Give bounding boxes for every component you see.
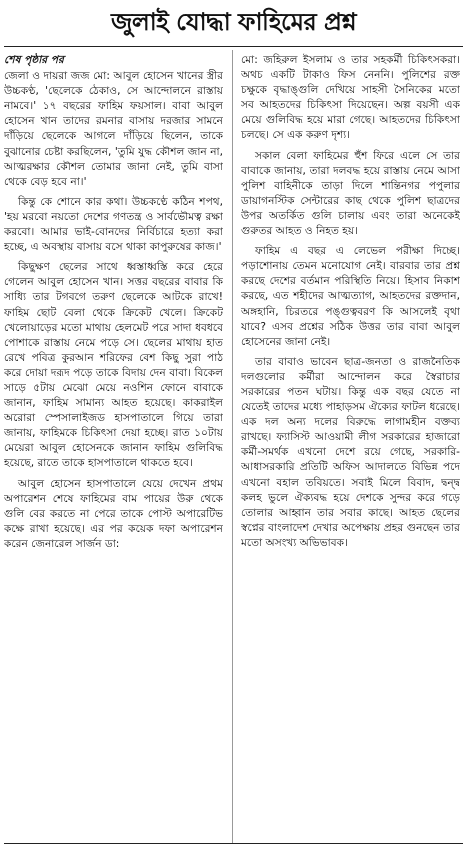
headline: জুলাই যোদ্ধা ফাহিমের প্রশ্ন [110, 8, 357, 36]
continued-label: শেষ পৃষ্ঠার পর [4, 54, 64, 66]
paragraph: কিন্তু কে শোনে কার কথা। উচ্চকণ্ঠে কঠিন শপথ, 'হয় মরবো নয়তো দেশের গণতন্ত্র ও সার্বভৌমত্ব রক্ষা করবো। আমার ভাই-বোনদের নির্বিচারে হত্যা করা হচ্ছে, এ অবস্থায় বাসায় বসে থাকা কাপুরুষের কাজ।' [4, 195, 223, 254]
article-left-column [4, 53, 223, 843]
paragraph: মো: জহিরুল ইসলাম ও তার সহকর্মী চিকিৎসকরা। অথচ একটি টাকাও ফিস নেননি। পুলিশের রক্ত চক্ষুকে বৃদ্ধাঙ্গুলি দেখিয়ে সাহসী সৈনিকের মতো সব আহতদের চিকিৎসা দিয়েছেন। অল্প বয়সী এক মেয়ে গুলিবিদ্ধ হয়ে মারা গেছে। আহতদের চিকিৎসা চলছে। সে এক করুণ দৃশ্য। [241, 54, 460, 142]
article-right-column [241, 53, 460, 843]
paragraph: জেলা ও দায়রা জজ মো: আবুল হোসেন খানের স্ত্রীর উচ্চকণ্ঠ, 'ছেলেকে ঠেকাও, সে আন্দোলনে রাস্তায় নামবে।' ১৭ বছরের ফাহিম ফয়সাল। বাবা আবুল হোসেন খান তাদের রমনার বাসায় দরজার সামনে দাঁড়িয়ে ছেলেকে আগলে দাঁড়িয়ে ছিলেন, তাকে বুঝানোর চেষ্টা করছিলেন, 'তুমি যুদ্ধ কৌশল জান না, আত্মরক্ষার কৌশল তোমার জানা নেই, তুমি বাসা থেকে বেড় হবে না।' [4, 70, 223, 188]
paragraph: সকাল বেলা ফাহিমের হুঁশ ফিরে এলে সে তার বাবাকে জানায়, তারা দলবদ্ধ হয়ে রাস্তায় নেমে আসা পুলিশ বাহিনীকে তাড়া দিলে শান্তিনগর পপুলার ডায়াগনস্টিক সেন্টারের কাছ থেকে পুলিশ ছাত্রদের উপর অতর্কিত গুলি চালায় এবং তারা অনেকেই গুরুতর আহত ও নিহত হয়। [241, 149, 460, 238]
paragraph: কিছুক্ষণ ছেলের সাথে ধ্বস্তাধ্বস্তি করে হেরে গেলেন আবুল হোসেন খান। সত্তর বছরের বাবার কি সাধ্যি তার টগবগে তরুণ ছেলেকে আটকে রাখে! ফাহিম ছোট বেলা থেকে ক্রিকেট খেলে। ক্রিকেট খেলোয়াড়ের মতো মাথায় হেলমেট পরে সাদা ধবধবে পোশাকে রাস্তায় নেমে পড়ে সে। ছেলের মাথায় হাত রেখে পবিত্র কুরআন শরিফের বেশ কিছু সুরা পাঠ করে দোয়া দরূদ পড়ে তাকে বিদায় দেন বাবা। বিকেল সাড়ে ৫টায় মেঝো মেয়ে নওশিন ফোনে বাবাকে জানান, ফাহিম সামান্য আহত হয়েছে। কাকরাইল অরোরা স্পেসালাইজড হাসপাতালে গিয়ে তারা জানায়, ফাহিমকে চিকিৎসা দেয়া হচ্ছে। রাত ১০টায় মেয়েরা আবুল হোসেনকে জানান ফাহিম গুলিবিদ্ধ হয়েছে, রাতে তাকে হাসপাতালে থাকতে হবে। [4, 261, 223, 470]
column-divider [232, 50, 233, 843]
headline-rule [4, 46, 463, 47]
paragraph: তার বাবাও ভাবেন ছাত্র-জনতা ও রাজনৈতিক দলগুলোর কর্মীরা আন্দোলন করে স্বৈরাচার সরকারের পতন ঘটায়। কিন্তু এক বছর যেতে না যেতেই তাদের মধ্যে পাহাড়সম ঐক্যের ফাটল ধরেছে। এক দল অন্য দলের বিরুদ্ধে লাগামহীন বক্তব্য রাখছে। ফ্যাসিস্ট আওয়ামী লীগ সরকারের হাজারো কর্মী-সমর্থক এখনো দেশে রয়ে গেছে, সরকারি-আধাসরকারি প্রতিটি অফিস আদালতে বিভিন্ন পদে এখনো বহাল তবিয়তে। সবাই মিলে বিবাদ, দ্বন্দ্ব কলহ ভুলে ঐক্যবদ্ধ হয়ে দেশকে সুন্দর করে গড়ে তোলার আহ্বান তার সবার কাছে। আহত ছেলের স্বপ্নের বাংলাদেশ দেখার অপেক্ষায় প্রহর গুনছেন তার মতো অসংখ্য অভিভাবক। [241, 355, 460, 549]
paragraph: আবুল হোসেন হাসপাতালে যেয়ে দেখেন প্রথম অপারেশন শেষে ফাহিমের বাম পায়ের উরু থেকে গুলি বের করতে না পেরে তাকে পোস্ট অপারেটিভ কক্ষে রাখা হয়েছে। এর পর কয়েক দফা অপারেশন করেন জেনারেল সার্জন ডা: [4, 477, 223, 550]
paragraph: ফাহিম এ বছর এ লেভেল পরীক্ষা দিচ্ছে। পড়াশোনায় তেমন মনোযোগ নেই। বারবার তার প্রশ্ন করছে দেশের বর্তমান পরিস্থিতি নিয়ে। হিসাব নিকাশ করছে, এত শহীদের আত্মত্যাগ, আহতদের রক্তদান, অঙ্গহানি, চিরতরে পঙ্গুত্ববরণ কি আসলেই বৃথা যাবে? এসব প্রশ্নের সঠিক উত্তর তার বাবা আবুল হোসেনের জানা নেই। [241, 245, 460, 348]
bottom-rule [4, 843, 463, 844]
